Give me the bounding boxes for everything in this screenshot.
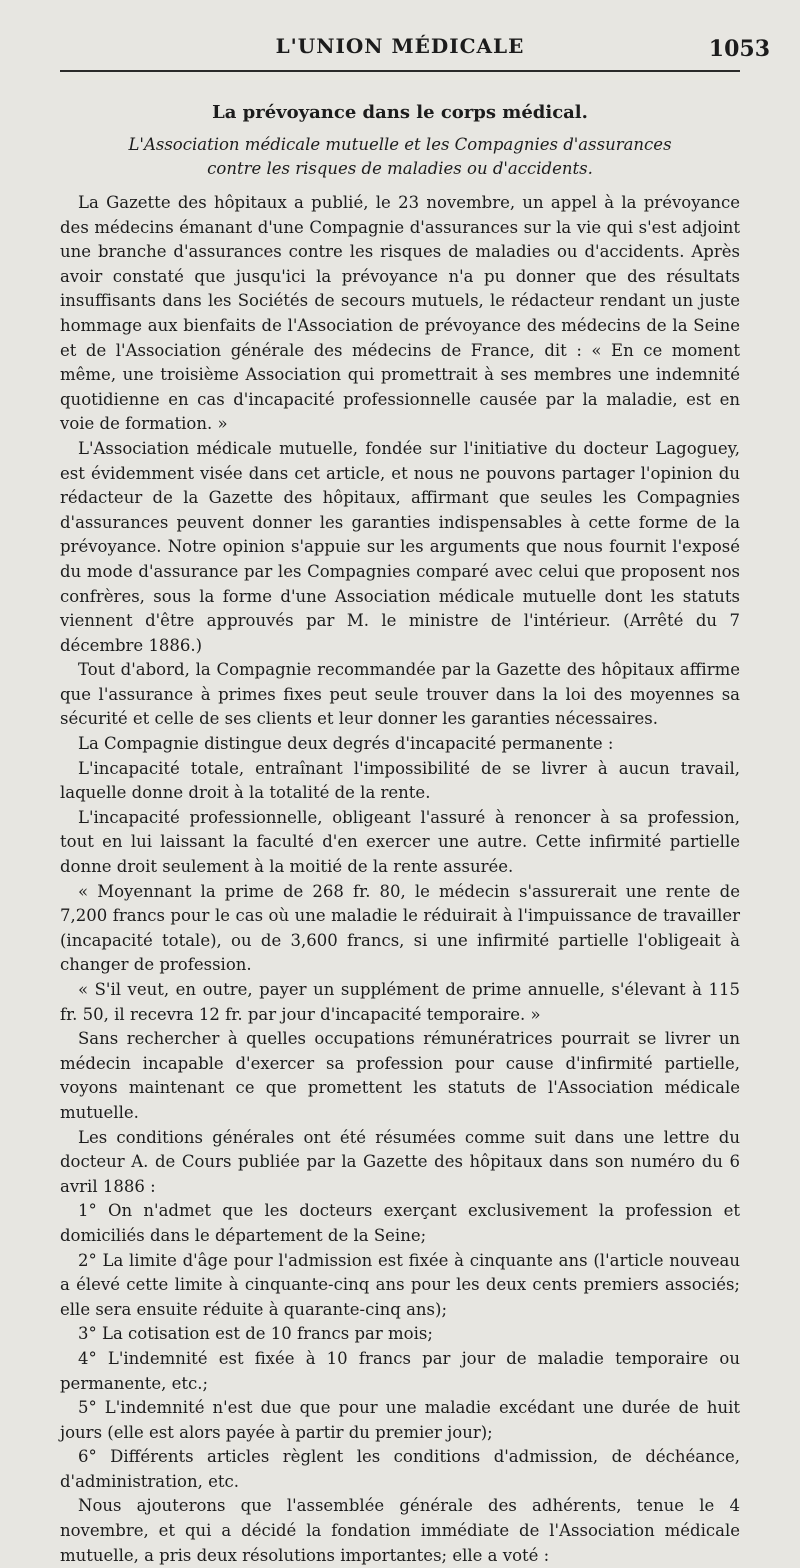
article-subtitle: L'Association médicale mutuelle et les Compagnies d'assurances contre les risques de maladies ou d'accidents. (128, 135, 672, 178)
paragraph: La Gazette des hôpitaux a publié, le 23 novembre, un appel à la prévoyance des médecins émanant d'une Compagnie d'assurances sur la vie qui s'est adjoint une branche d'assurances contre les risques de maladies ou d'accidents. Après avoir constaté que jusqu'ici la prévoyance n'a pu donner que des résultats insuffisants dans les Sociétés de secours mutuels, le rédacteur rendant un juste hommage aux bienfaits de l'Association de prévoyance des médecins de la Seine et de l'Association générale des médecins de France, dit : « En ce moment même, une troisième Association qui promettrait à ses membres une indemnité quotidienne en cas d'incapacité professionnelle causée par la maladie, est en voie de formation. » (60, 193, 740, 434)
header-rule (60, 70, 740, 72)
paragraph: « Moyennant la prime de 268 fr. 80, le médecin s'assurerait une rente de 7,200 francs pour le cas où une maladie le réduirait à l'impuissance de travailler (incapacité totale), ou de 3,600 francs, si une infirmité partielle l'obligeait à changer de profession. (60, 881, 740, 975)
list-item: 6° Différents articles règlent les conditions d'admission, de déchéance, d'administration, etc. (60, 1447, 740, 1491)
paragraph: L'incapacité totale, entraînant l'impossibilité de se livrer à aucun travail, laquelle donne droit à la totalité de la rente. (60, 758, 740, 803)
list-item: 1° On n'admet que les docteurs exerçant exclusivement la profession et domiciliés dans le département de la Seine; (60, 1201, 740, 1245)
paragraph: La Compagnie distingue deux degrés d'incapacité permanente : (78, 734, 614, 754)
paragraph: L'incapacité professionnelle, obligeant l'assuré à renoncer à sa profession, tout en lui laissant la faculté d'en exercer une autre. Cette infirmité partielle donne droit seulement à la moitié de la rente assurée. (60, 807, 740, 877)
paragraph: Tout d'abord, la Compagnie recommandée par la Gazette des hôpitaux affirme que l'assurance à primes fixes peut seule trouver dans la loi des moyennes sa sécurité et celle de ses clients et leur donner les garanties nécessaires. (60, 660, 740, 729)
article-title: La prévoyance dans le corps médical. (212, 102, 588, 123)
list-item: 5° L'indemnité n'est due que pour une maladie excédant une durée de huit jours (elle est alors payée à partir du premier jour); (60, 1398, 740, 1442)
running-header (60, 30, 770, 68)
paragraph: Nous ajouterons que l'assemblée générale des adhérents, tenue le 4 novembre, et qui a décidé la fondation immédiate de l'Association médicale mutuelle, a pris deux résolutions importantes; elle a voté : (60, 1496, 740, 1565)
paragraph: Les conditions générales ont été résumées comme suit dans une lettre du docteur A. de Cours publiée par la Gazette des hôpitaux dans son numéro du 6 avril 1886 : (60, 1127, 740, 1196)
journal-title: L'UNION MÉDICALE (275, 34, 525, 58)
paragraph: « S'il veut, en outre, payer un supplément de prime annuelle, s'élevant à 115 fr. 50, il recevra 12 fr. par jour d'incapacité temporaire. » (60, 980, 740, 1024)
list-item: 4° L'indemnité est fixée à 10 francs par jour de maladie temporaire ou permanente, etc.; (60, 1348, 740, 1393)
article-body (60, 191, 740, 1568)
paragraph: Sans rechercher à quelles occupations rémunératrices pourrait se livrer un médecin incapable d'exercer sa profession pour cause d'infirmité partielle, voyons maintenant ce que promettent les statuts de l'Association médicale mutuelle. (60, 1029, 740, 1122)
page-number: 1053 (708, 36, 770, 62)
list-item: 3° La cotisation est de 10 francs par mois; (78, 1324, 433, 1344)
list-item: 2° La limite d'âge pour l'admission est fixée à cinquante ans (l'article nouveau a élevé cette limite à cinquante-cinq ans pour les deux cents premiers associés; elle sera ensuite réduite à quarante-cinq ans); (60, 1250, 740, 1319)
paragraph: L'Association médicale mutuelle, fondée sur l'initiative du docteur Lagoguey, est évidemment visée dans cet article, et nous ne pouvons partager l'opinion du rédacteur de la Gazette des hôpitaux, affirmant que seules les Compagnies d'assurances peuvent donner les garanties indispensables à cette forme de la prévoyance. Notre opinion s'appuie sur les arguments que nous fournit l'exposé du mode d'assurance par les Compagnies comparé avec celui que proposent nos confrères, sous la forme d'une Association médicale mutuelle dont les statuts viennent d'être approuvés par M. le ministre de l'intérieur. (Arrêté du 7 décembre 1886.) (60, 438, 740, 655)
